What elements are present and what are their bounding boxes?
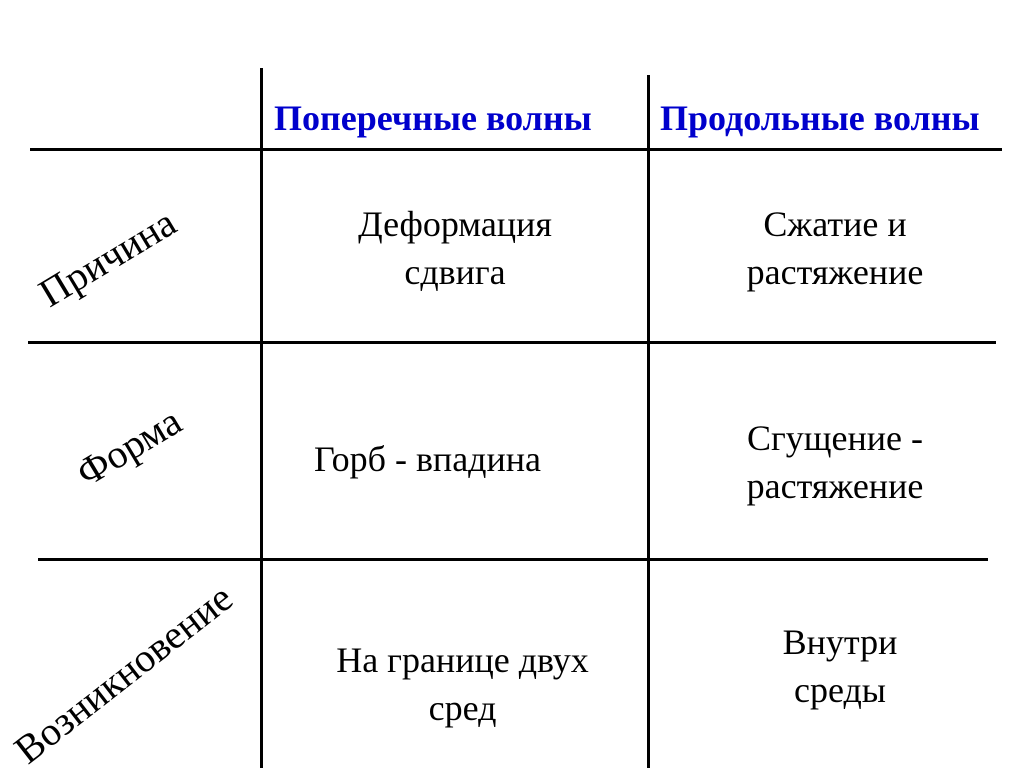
cell-line: сдвига (404, 252, 506, 292)
cell-cause-longitudinal (690, 200, 980, 296)
cell-shape-transverse (290, 435, 565, 483)
vertical-divider-right (647, 75, 650, 768)
cell-line: Сжатие и (763, 204, 907, 244)
cell-shape-longitudinal (690, 414, 980, 510)
column-header-transverse: Поперечные волны (274, 98, 592, 138)
cell-line: Горб - впадина (313, 439, 542, 479)
row-label-shape: Форма (68, 397, 190, 496)
vertical-divider-left (260, 68, 263, 768)
horizontal-divider-row2 (38, 558, 988, 561)
cell-line: сред (428, 688, 497, 728)
cell-line: растяжение (746, 466, 924, 506)
horizontal-divider-row1 (28, 341, 996, 344)
horizontal-divider-header (30, 148, 1002, 151)
column-header-longitudinal: Продольные волны (660, 98, 980, 138)
cell-cause-transverse (315, 200, 595, 296)
row-label-origin: Возникновение (5, 574, 241, 772)
row-label-cause: Причина (30, 199, 184, 316)
cell-line: На границе двух (336, 640, 589, 680)
cell-line: Внутри (782, 622, 898, 662)
cell-origin-transverse (305, 636, 620, 732)
cell-line: Деформация (358, 204, 552, 244)
cell-origin-longitudinal (715, 618, 965, 714)
cell-line: среды (794, 670, 886, 710)
cell-line: Сгущение - (747, 418, 923, 458)
cell-line: растяжение (746, 252, 924, 292)
